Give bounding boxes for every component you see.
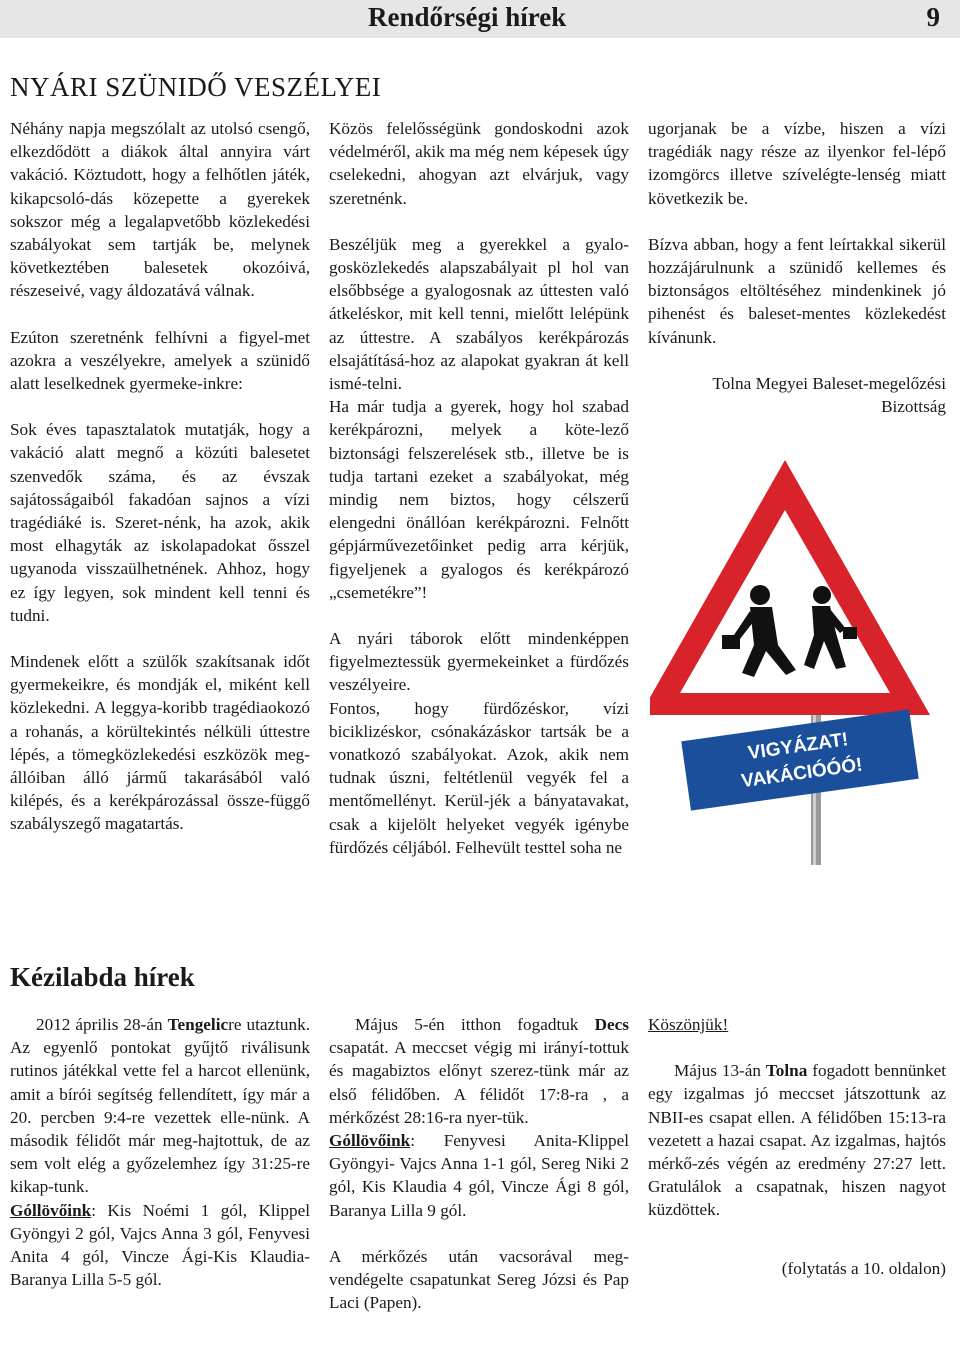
paragraph: Bízva abban, hogy a fent leírtakkal sikerül hozzájárulnunk a szünidő kellemes és biztonságos eltöltéséhez mindenkinek jó pihenést és baleset-mentes közlekedést kívánunk. [648,234,946,347]
article2-title: Kézilabda hírek [10,962,195,992]
paragraph: Közös felelősségünk gondoskodni azok védelméről, akik ma még nem képesek úgy cselekedni, ahogyan azt elvárjuk, vagy szeretnénk. [329,119,629,208]
section-name: Rendőrségi hírek [368,2,567,32]
signature: Tolna Megyei Baleset-megelőzési Bizottság [712,373,946,417]
continued-note: (folytatás a 10. oldalon) [781,1258,946,1278]
paragraph: Május 5-én itthon fogadtuk Decs csapatát. A meccset végig mi irányí-tottuk és magabiztos előnyt szerez-tünk már az első félidőben. A félidőt 17:8-ra , a mérkőzést 28:16-ra nyer-tük. [329,1015,629,1127]
thanks-line: Köszönjük! [648,1015,729,1034]
paragraph: Ezúton szeretnénk felhívni a figyel-met azokra a veszélyekre, amelyek a szünidő alatt leselkednek gyermeke-inkre: [10,327,310,394]
handball-column-3 [648,1013,946,1280]
vacation-plate [681,709,919,810]
handball-column-2 [329,1013,629,1314]
warning-sign-image [650,455,950,865]
article-column-3 [648,117,946,418]
paragraph: 2012 április 28-án Tengelicre utaztunk. Az egyenlő pontokat gyűjtő riválisunk rutinos játékkal vette fel a harcot ellenünk, amit a bírói segítség fellendített, így már a 20. percben 9:4-re vezettek elle-nünk. A második félidőt már meg-hajtottuk, de az sem volt elég a győzelemhez így 31:25-re kikap-tunk. [10,1015,310,1197]
plate-line-2: VAKÁCIÓÓÓ! [739,754,864,793]
page-number: 9 [926,2,940,32]
handball-column-1 [10,1013,310,1291]
paragraph: A mérkőzés után vacsorával meg-vendégelte csapatunkat Sereg Józsi és Pap Laci (Papen). [329,1246,629,1313]
plate-line-1: VIGYÁZAT! [746,729,850,765]
article-title: NYÁRI SZÜNIDŐ VESZÉLYEI [10,72,382,102]
paragraph: Beszéljük meg a gyerekkel a gyalo-gosközlekedés alapszabályait pl hol van elsőbbsége a gyalogosnak az úttesten való átkeléskor, mit kell tenni, mielőtt lelépünk az úttestre. A szabályos kerékpározás elsajátításá-hoz az alapokat gyakran át kell ismé-telni. [329,234,629,394]
paragraph: Május 13-án Tolna fogadott bennünket egy izgalmas jó meccset játszottunk az NBII-es csapat ellen. A félidőben 15:13-ra vezetett a hazai csapat. Az izgalmas, hajtós mérkő-zés végén az eredmény 27:27 lett. Gratulálok a csapatnak, hiszen nagyot küzdöttek. [648,1061,946,1220]
paragraph: A nyári táborok előtt mindenképpen figyelmeztessük gyermekeinket a fürdőzés veszélyeire. [329,629,629,695]
paragraph: Néhány napja megszólalt az utolsó csengő, elkezdődött a diákok által annyira várt vakáció. Köztudott, hogy a felhőtlen játék, kikapcsoló-dás közepette a gyerekek sokszor még a legalapvetőbb közlekedési szabályokat sem tartják be, melynek következtében balesetek okozóivá, részeseivé, vagy áldozatává válnak. [10,119,310,301]
article-column-2 [329,117,629,859]
paragraph: Góllövőink: Kis Noémi 1 gól, Klippel Gyöngyi 2 gól, Vajcs Anna 3 gól, Fenyvesi Anita 4 gól, Vincze Ági-Kis Klaudia- Baranya Lilla 5-5 gól. [10,1200,310,1290]
paragraph: Mindenek előtt a szülők szakítsanak időt gyermekeikre, és mondják el, miként kell közlekedni. A leggya-koribb tragédiaokozó a rohanás, a körültekintés nélküli úttestre lépés, a tömegközlekedési eszközök meg-állóiban álló jármű takarásából való kilépés, és a kerékpározással össze-függő szabályszegő magatartás. [10,652,310,834]
paragraph: Ha már tudja a gyerek, hogy hol szabad kerékpározni, melyek a köte-lező biztonsági felszerelések stb., illetve be is tudja tartani ezeket a szabályokat, még mindig nem biztos, hogy célszerű elengedni önállóan kerékpározni. Felnőtt gépjárművezetőinket pedig arra kérjük, figyeljenek a gyalogos és kerékpározó „csemetékre”! [329,397,629,602]
paragraph: ugorjanak be a vízbe, hiszen a vízi tragédiák nagy része az ilyenkor fel-lépő izomgörcs illetve szívelégte-lenség miatt következik be. [648,119,946,208]
paragraph: Sok éves tapasztalatok mutatják, hogy a vakáció alatt megnő a közúti balesetet szenvedők száma, és az évszak sajátosságaiból fakadóan sajnos a vízi tragédiáké is. Szeret-nénk, ha azok, akik most elhagyták az iskolapadokat ősszel ugyanoda visszaülhetnének. Ahhoz, hogy ez így legyen, sok mindent kell tenni és tudni. [10,420,310,625]
article-column-1 [10,117,310,836]
paragraph: Fontos, hogy fürdőzéskor, vízi biciklizéskor, csónakázáskor tartsák be a vonatkozó szabályokat. Azok, akik nem tudnak úszni, feltétlenül vegyék fel a mentőmellényt. Kerül-jék a bányatavakat, csak a kijelölt helyeket vegyék igénybe fürdőzés céljából. Felhevült testtel soha ne [329,698,629,857]
paragraph: Góllövőink: Fenyvesi Anita-Klippel Gyöngyi- Vajcs Anna 1-1 gól, Sereg Niki 2 gól, Kis Klaudia 4 gól, Vincze Ági 8 gól, Baranya Lilla 9 gól. [329,1131,629,1220]
